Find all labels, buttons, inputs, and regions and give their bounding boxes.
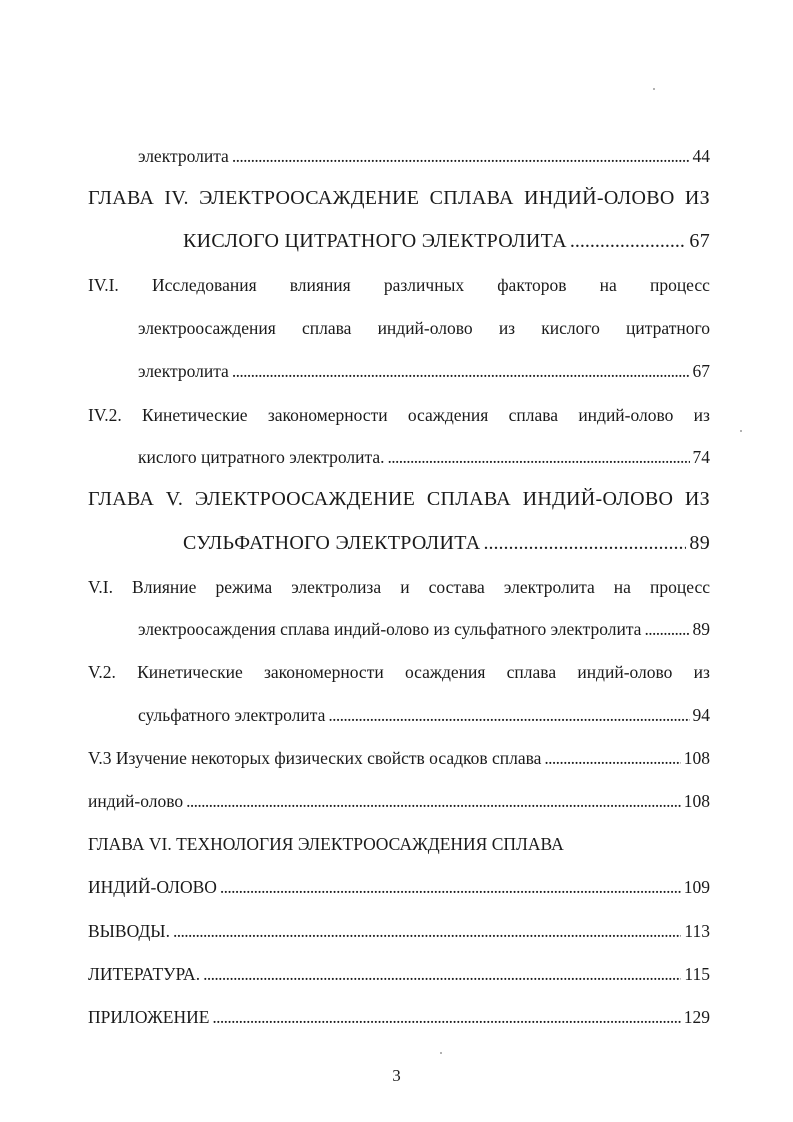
- dot-leader: [203, 963, 681, 985]
- toc-word: на: [613, 577, 631, 597]
- toc-word: ИНДИЙ-ОЛОВО: [522, 488, 674, 510]
- toc-word: осаждения: [407, 405, 489, 425]
- toc-word: различных: [383, 275, 465, 295]
- toc-entry-4-2-line-1: [88, 404, 710, 426]
- scan-speck: [653, 88, 655, 90]
- toc-entry-5-3-line-2: [88, 790, 710, 812]
- toc-page-number: 115: [684, 964, 710, 984]
- toc-word: сплава: [506, 662, 557, 682]
- toc-word: индий-олово: [377, 318, 473, 338]
- toc-word: из: [498, 318, 516, 338]
- toc-entry-text: электролита: [138, 146, 229, 166]
- dot-leader: [328, 704, 689, 726]
- toc-word: СПЛАВА: [429, 187, 514, 209]
- toc-word: на: [599, 275, 617, 295]
- toc-page-number: 44: [692, 146, 710, 166]
- toc-word: V.: [165, 488, 184, 510]
- toc-word: влияния: [289, 275, 351, 295]
- toc-entry-text: электролита: [138, 361, 229, 381]
- toc-word: режима: [215, 577, 273, 597]
- toc-entry-4-1-line-2: [138, 317, 710, 339]
- toc-word: ИЗ: [684, 488, 710, 510]
- dot-leader: [484, 532, 687, 554]
- toc-word: Кинетические: [137, 662, 243, 682]
- toc-word: IV.I.: [88, 275, 119, 295]
- toc-chapter-5-line-1: [88, 488, 710, 510]
- toc-chapter-5-line-2: [183, 532, 710, 554]
- toc-entry-text: кислого цитратного электролита.: [138, 447, 385, 467]
- toc-page-number: 109: [683, 877, 710, 897]
- toc-word: из: [693, 405, 710, 425]
- toc-word: ИНДИЙ-ОЛОВО: [523, 187, 675, 209]
- toc-entry-text: электроосаждения сплава индий-олово из сульфатного электролита: [138, 619, 642, 639]
- toc-entry-4-1-line-3: [138, 360, 710, 382]
- toc-entry-text: V.3 Изучение некоторых физических свойств осадков сплава: [88, 748, 542, 768]
- page-number: 3: [392, 1066, 401, 1085]
- toc-word: закономерности: [267, 405, 388, 425]
- toc-entry-4-2-line-2: [138, 446, 710, 468]
- toc-page-number: 74: [692, 447, 710, 467]
- toc-conclusions: [88, 920, 710, 942]
- dot-leader: [173, 920, 681, 942]
- toc-entry-5-1-line-1: [88, 576, 710, 598]
- toc-chapter-4-line-2: [183, 230, 710, 252]
- toc-word: сплава: [508, 405, 559, 425]
- toc-literature: [88, 963, 710, 985]
- toc-entry-text: ЛИТЕРАТУРА.: [88, 964, 201, 984]
- toc-word: индий-олово: [578, 405, 674, 425]
- toc-word: электролиза: [291, 577, 382, 597]
- toc-page-number: 129: [683, 1007, 710, 1027]
- dot-leader: [544, 747, 680, 769]
- toc-word: факторов: [497, 275, 567, 295]
- toc-word: осаждения: [404, 662, 486, 682]
- toc-word: сплава: [301, 318, 352, 338]
- toc-word: СПЛАВА: [426, 488, 511, 510]
- dot-leader: [212, 1006, 680, 1028]
- toc-word: IV.2.: [88, 405, 122, 425]
- dot-leader: [644, 618, 689, 640]
- toc-entry-3-2-line-2: [138, 145, 710, 167]
- toc-word: электролита: [503, 577, 595, 597]
- scan-speck: [440, 1052, 442, 1054]
- toc-entry-text: индий-олово: [88, 791, 184, 811]
- toc-page-number: 113: [684, 921, 710, 941]
- toc-chapter-4-line-1: [88, 187, 710, 209]
- toc-entry-5-1-line-2: [138, 618, 710, 640]
- dot-leader: [387, 446, 689, 468]
- toc-word: процесс: [649, 275, 710, 295]
- toc-page-number: 67: [689, 230, 710, 252]
- toc-page-number: 108: [683, 791, 710, 811]
- toc-word: ГЛАВА: [88, 488, 155, 510]
- toc-page-number: 94: [692, 705, 710, 725]
- toc-word: и: [400, 577, 410, 597]
- toc-entry-text: сульфатного электролита: [138, 705, 326, 725]
- toc-word: ЭЛЕКТРООСАЖДЕНИЕ: [199, 187, 420, 209]
- toc-page-number: 89: [689, 532, 710, 554]
- toc-word: V.2.: [88, 662, 116, 682]
- dot-leader: [232, 145, 690, 167]
- toc-entry-text: КИСЛОГО ЦИТРАТНОГО ЭЛЕКТРОЛИТА: [183, 230, 567, 252]
- toc-page-number: 89: [692, 619, 710, 639]
- dot-leader: [220, 876, 681, 898]
- toc-word: ЭЛЕКТРООСАЖДЕНИЕ: [194, 488, 416, 510]
- dot-leader: [186, 790, 681, 812]
- toc-entry-4-1-line-1: [88, 274, 710, 296]
- toc-entry-5-3-line-1: [88, 747, 710, 769]
- toc-word: процесс: [650, 577, 710, 597]
- toc-word: цитратного: [626, 318, 710, 338]
- dot-leader: [232, 360, 690, 382]
- toc-entry-text: ИНДИЙ-ОЛОВО: [88, 877, 217, 897]
- toc-entry-5-2-line-2: [138, 704, 710, 726]
- toc-word: состава: [428, 577, 485, 597]
- toc-word: кислого: [541, 318, 600, 338]
- toc-word: индий-олово: [577, 662, 673, 682]
- toc-word: ГЛАВА: [88, 187, 155, 209]
- toc-appendix: [88, 1006, 710, 1028]
- toc-entry-text: ВЫВОДЫ.: [88, 921, 170, 941]
- toc-word: закономерности: [263, 662, 384, 682]
- toc-entry-5-2-line-1: [88, 661, 710, 683]
- toc-word: Влияние: [132, 577, 197, 597]
- toc-word: ИЗ: [684, 187, 710, 209]
- toc-word: Исследования: [151, 275, 257, 295]
- toc-word: из: [693, 662, 710, 682]
- toc-page-number: 67: [692, 361, 710, 381]
- toc-word: электроосаждения: [138, 318, 276, 338]
- toc-chapter-6-line-2: [88, 876, 710, 898]
- toc-chapter-6-line-1: [88, 833, 710, 855]
- toc-entry-text: ПРИЛОЖЕНИЕ: [88, 1007, 210, 1027]
- scan-speck: [740, 430, 742, 432]
- toc-word: IV.: [164, 187, 189, 209]
- toc-entry-text: ГЛАВА VI. ТЕХНОЛОГИЯ ЭЛЕКТРООСАЖДЕНИЯ СПЛАВА: [88, 834, 564, 854]
- toc-entry-text: СУЛЬФАТНОГО ЭЛЕКТРОЛИТА: [183, 532, 481, 554]
- toc-page-number: 108: [683, 748, 710, 768]
- dot-leader: [570, 230, 687, 252]
- toc-word: V.I.: [88, 577, 113, 597]
- toc-word: Кинетические: [141, 405, 248, 425]
